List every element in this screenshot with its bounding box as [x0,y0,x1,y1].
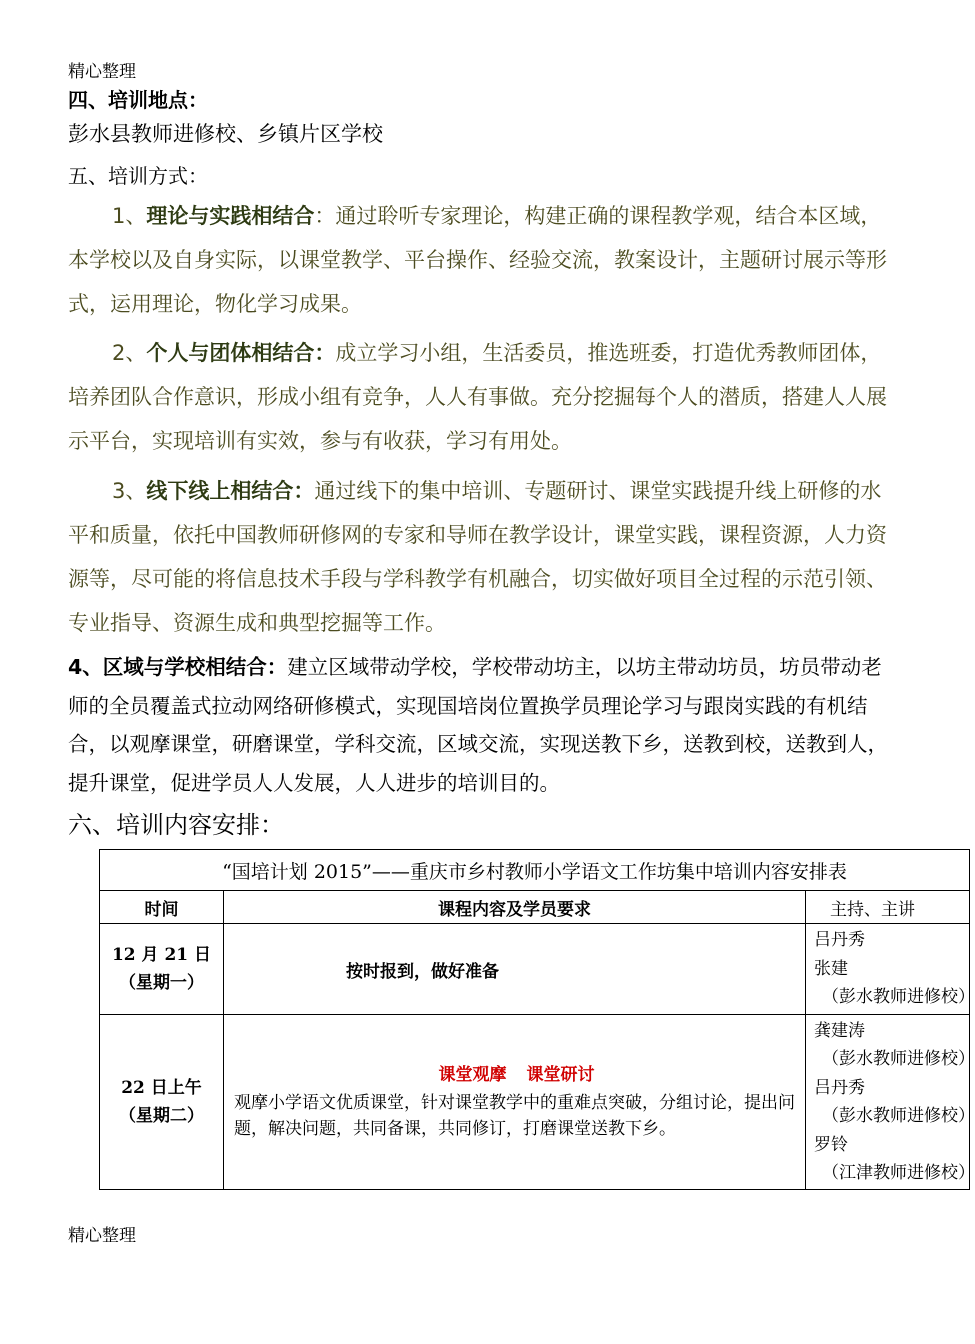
method-item-4-title: 区域与学校相结合： [102,655,288,679]
row2-time [100,1015,224,1190]
row2-host-1: 龚建涛 [814,1020,865,1041]
row2-host-2-org: （彭水教师进修校） [822,1106,975,1126]
table-row [100,924,970,1015]
method-item-1-title: 理论与实践相结合 [146,204,315,228]
row1-host-2: 张建 [814,958,848,979]
header-host: 主持、主讲 [806,891,970,924]
method-item-1 [68,194,888,326]
method-item-4-num: 4、 [68,655,103,679]
row2-date: 22 日上午 [121,1078,202,1098]
row2-topics [234,1062,799,1088]
row2-hosts [806,1015,975,1190]
schedule-table [99,849,975,1190]
method-item-2-text: 成立学习小组，生活委员，推选班委，打造优秀教师团体，培养团队合作意识，形成小组有竞争，人人有事做。充分挖掘每个人的潜质，搭建人人展示平台，实现培训有实效，参与有收获，学习有用处。 [68,341,887,453]
row1-host-org: （彭水教师进修校） [822,987,975,1008]
schedule-table-caption: “国培计划 2015”——重庆市乡村教师小学语文工作坊集中培训内容安排表 [100,850,970,891]
method-item-4 [68,648,888,802]
footer-note: 精心整理 [68,1226,136,1246]
row2-content [224,1015,806,1190]
section4-heading: 四、培训地点： [68,88,208,112]
section4-content: 彭水县教师进修校、乡镇片区学校 [68,122,383,146]
method-item-3-num: 3、 [112,479,147,503]
row1-date: 12 月 21 日 [111,945,212,965]
method-item-1-text: ：通过聆听专家理论，构建正确的课程教学观，结合本区域，本学校以及自身实际，以课堂教学、平台操作、经验交流，教案设计，主题研讨展示等形式，运用理论，物化学习成果。 [68,204,887,316]
method-item-3-text: 通过线下的集中培训、专题研讨、课堂实践提升线上研修的水平和质量，依托中国教师研修网的专家和导师在教学设计，课堂实践，课程资源，人力资源等，尽可能的将信息技术手段与学科教学有机融合，切实做好项目全过程的示范引领、专业指导、资源生成和典型挖掘等工作。 [68,479,887,635]
method-item-2-title: 个人与团体相结合： [146,341,336,365]
method-item-2 [68,331,888,463]
row2-host-3-org: （江津教师进修校） [822,1163,975,1183]
row1-hosts [806,924,975,1015]
header-content: 课程内容及学员要求 [224,891,806,924]
section5-heading: 五、培训方式： [68,164,208,188]
method-item-4-text: 建立区域带动学校，学校带动坊主，以坊主带动坊员，坊员带动老师的全员覆盖式拉动网络研修模式，实现国培岗位置换学员理论学习与跟岗实践的有机结合，以观摩课堂，研磨课堂，学科交流，区域交流，实现送教下乡，送教到校，送教到人，提升课堂，促进学员人人发展，人人进步的培训目的。 [68,655,888,795]
row1-time [100,924,224,1015]
row1-weekday: （星期一） [119,973,204,993]
row1-host-1: 吕丹秀 [814,930,865,951]
row1-content: 按时报到，做好准备 [224,924,806,1015]
method-item-1-num: 1、 [112,204,147,228]
section6-heading: 六、培训内容安排： [68,811,284,839]
header-note: 精心整理 [68,62,136,82]
method-item-2-num: 2、 [112,341,147,365]
row2-weekday: （星期二） [119,1106,204,1126]
row2-host-1-org: （彭水教师进修校） [822,1049,975,1069]
row2-topic-observe: 课堂观摩 [438,1065,507,1085]
row2-host-3: 罗铃 [814,1134,848,1155]
header-time: 时间 [100,891,224,924]
row2-description: 观摩小学语文优质课堂，针对课堂教学中的重难点突破，分组讨论，提出问题，解决问题，共同备课，共同修订，打磨课堂送教下乡。 [234,1093,795,1139]
method-item-3-title: 线下线上相结合： [146,479,315,503]
row2-host-2: 吕丹秀 [814,1077,865,1098]
method-item-3 [68,469,888,645]
table-row [100,1015,970,1190]
row2-topic-discuss: 课堂研讨 [526,1065,595,1085]
